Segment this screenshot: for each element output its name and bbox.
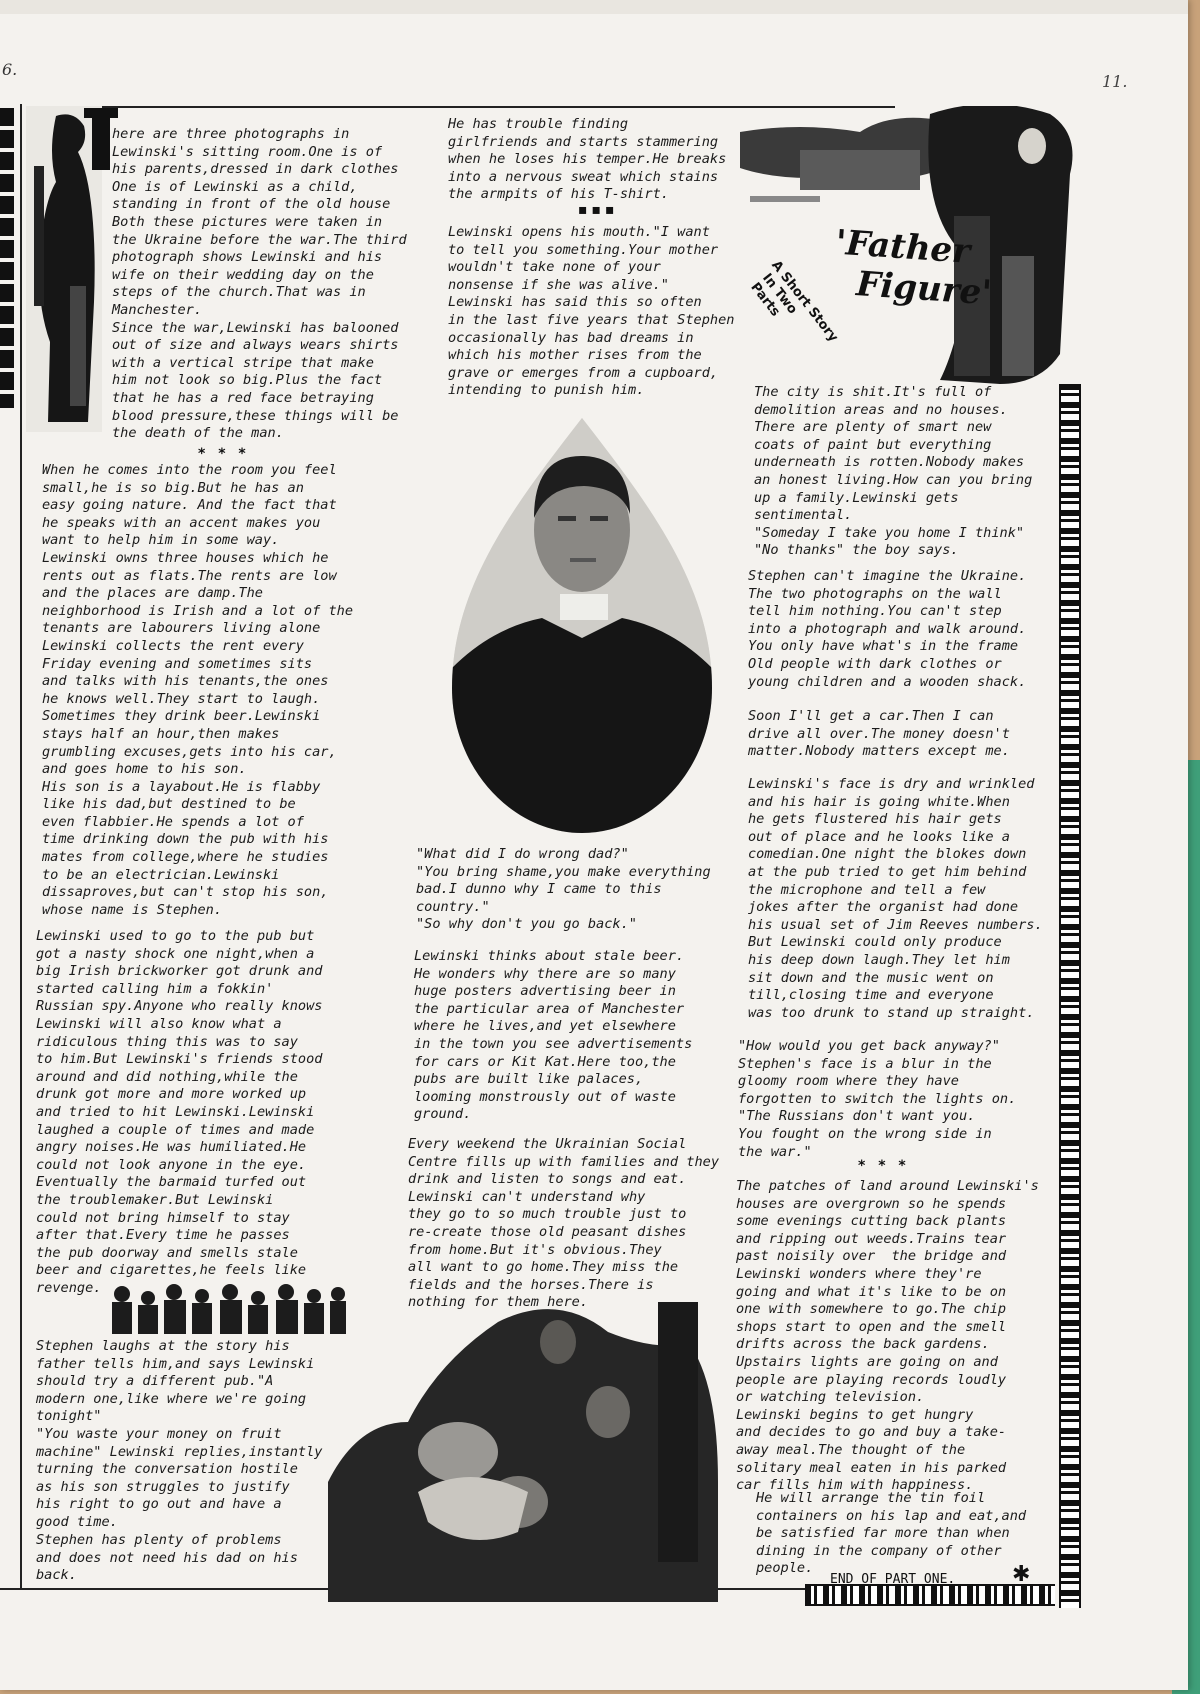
section-separator-2: ▪▪▪ xyxy=(578,202,619,218)
story-text-stale-beer: Lewinski thinks about stale beer. He wonders why there are so many huge posters advertising beer in the particular area of Manchester where he lives,and yet elsewhere in the town you see advertisements for cars or Kit Kat.Here too,the pubs are built like palaces, looming monstrously out of waste ground. xyxy=(414,948,693,1123)
drop-cap xyxy=(92,108,110,170)
page-fold xyxy=(0,0,1188,14)
story-text-ukrainian-centre: Every weekend the Ukrainian Social Centre fills up with families and they drink and listen to songs and eat. Lewinski can't understand why they go to so much trouble just to re-create those old peasant dishes from home.But it's obvious.They all want to go home.They miss the fields and the horses.There is nothing for them here. xyxy=(408,1136,719,1311)
priest-portrait-photo xyxy=(452,418,712,833)
story-text-get-back: "How would you get back anyway?" Stephen's face is a blur in the gloomy room where they have forgotten to switch the lights on. "The Russians don't want you. You fought on the wrong side in the war." xyxy=(738,1038,1017,1160)
story-text-get-a-car: Soon I'll get a car.Then I can drive all over.The money doesn't matter.Nobody matters except me. xyxy=(748,708,1010,760)
spine-mark xyxy=(0,108,14,408)
story-subtitle: A Short Story In Two Parts xyxy=(744,258,841,346)
story-text-intro: here are three photographs in Lewinski's sitting room.One is of his parents,dressed in dark clothes One is of Lewinski as a child, standing in front of the old house Both these pictures were taken in the Ukraine before the war.The third photograph shows Lewinski and his wife on their wedding day on the steps of the church.That was in Manchester. Since the war,Lewinski has balooned out of size and always wears shirts with a vertical stripe that make him not look so big.Plus the fact that he has a red face betraying blood pressure,these things will be the death of the man. xyxy=(112,126,407,442)
story-text-face: Lewinski's face is dry and wrinkled and his hair is going white.When he gets flustered his hair gets out of place and he looks like a comedian.One night the blokes down at the pub tried to get him behind the microphone and tell a few jokes after the organist had done his usual set of Jim Reeves numbers. But Lewinski could only produce his deep down laugh.They let him sit down and the music went on till,closing time and everyone was too drunk to stand up straight. xyxy=(748,776,1043,1021)
left-rule xyxy=(20,104,22,1590)
end-of-part-label: END OF PART ONE. xyxy=(830,1572,956,1587)
page-number-right: 11. xyxy=(1102,72,1128,91)
section-separator-3: * * * xyxy=(858,1158,910,1174)
story-text-city: The city is shit.It's full of demolition areas and no houses. There are plenty of smart new coats of paint but everything underneath is rotten.Nobody makes an honest living.How can you bring up a family.Lewinski gets sentimental. "Someday I take you home I think" "No thanks" the boy says. xyxy=(754,384,1033,559)
decorative-border-bottom xyxy=(805,1584,1055,1606)
story-text-stephen-laughs: Stephen laughs at the story his father tells him,and says Lewinski should try a different pub."A modern one,like where we're going tonight" "You waste your money on fruit machine" Lewinski replies,instantly turning the conversation hostile as his son struggles to justify his right to go out and have a good time. xyxy=(36,1338,323,1530)
story-text-pub-incident: Lewinski used to go to the pub but got a nasty shock one night,when a big Irish brickworker got drunk and started calling him a fokkin' Russian spy.Anyone who really knows Lewinski will also know what a ridiculous thing this was to say to him.But Lewinski's friends stood around and did nothing,while the drunk got more and more worked up and tried to hit Lewinski.Lewinski laughed a couple of times and made angry noises.He was humiliated.He could not look anyone in the eye. Eventually the barmaid turfed out the troublemaker.But Lewinski could not bring himself to stay after that.Every time he passes the pub doorway and smells stale beer and cigarettes,he feels like revenge. xyxy=(36,928,323,1296)
decorative-border-right xyxy=(1059,384,1081,1608)
story-title: 'Father Figure' xyxy=(831,222,993,314)
story-text-lewinski-houses: When he comes into the room you feel small,he is so big.But he has an easy going nature. And the fact that he speaks with an accent makes you want to help him in some way. Lewinski owns three houses which he rents out as flats.The rents are low and the places are damp.The neighborhood is Irish and a lot of the tenants are labourers living alone Lewinski collects the rent every Friday evening and sometimes sits and talks with his tenants,the ones he knows well.They start to laugh. Sometimes they drink beer.Lewinski stays half an hour,then makes grumbling excuses,gets into his car, and goes home to his son. His son is a layabout.He is flabby like his dad,but destined to be even flabbier.He spends a lot of time drinking down the pub with his mates from college,where he studies to be an electrician.Lewinski dissaproves,but can't stop his son, whose name is Stephen. xyxy=(42,462,353,918)
story-text-patches-of-land: The patches of land around Lewinski's houses are overgrown so he spends some evenings cutting back plants and ripping out weeds.Trains tear past noisily over the bridge and Lewinski wonders where they're going and what it's like to be on one with somewhere to go.The chip shops start to open and the smell drifts across the back gardens. Upstairs lights are going on and people are playing records loudly or watching television. Lewinski begins to get hungry and decides to go and buy a take- away meal.The thought of the solitary meal eaten in his parked car fills him with happiness. xyxy=(736,1178,1039,1494)
story-text-tin-foil: He will arrange the tin foil containers on his lap and eat,and be satisfied far more than when dining in the company of other people. xyxy=(756,1490,1027,1577)
standing-figure-illustration xyxy=(26,106,102,432)
story-text-girlfriends: He has trouble finding girlfriends and starts stammering when he loses his temper.He breaks into a nervous sweat which stains the armpits of his T-shirt. xyxy=(448,116,727,203)
story-text-dialogue: "What did I do wrong dad?" "You bring shame,you make everything bad.I dunno why I came to this country." "So why don't you go back." xyxy=(416,846,711,933)
story-text-stephen-problems: Stephen has plenty of problems and does not need his dad on his back. xyxy=(36,1532,298,1584)
story-text-mother: Lewinski opens his mouth."I want to tell you something.Your mother wouldn't take none of your nonsense if she was alive." Lewinski has said this so often in the last five years that Stephen occasionally has bad dreams in which his mother rises from the grave or emerges from a cupboard, intending to punish him. xyxy=(448,224,735,399)
crowd-illustration xyxy=(318,1302,738,1602)
section-separator-1: * * * xyxy=(198,446,250,462)
end-star-icon: ✱ xyxy=(1012,1562,1031,1587)
page-number-left: 6. xyxy=(2,60,18,79)
story-text-imagine-ukraine: Stephen can't imagine the Ukraine. The two photographs on the wall tell him nothing.You can't step into a photograph and walk around. You only have what's in the frame Old people with dark clothes or young children and a wooden shack. xyxy=(748,568,1027,690)
